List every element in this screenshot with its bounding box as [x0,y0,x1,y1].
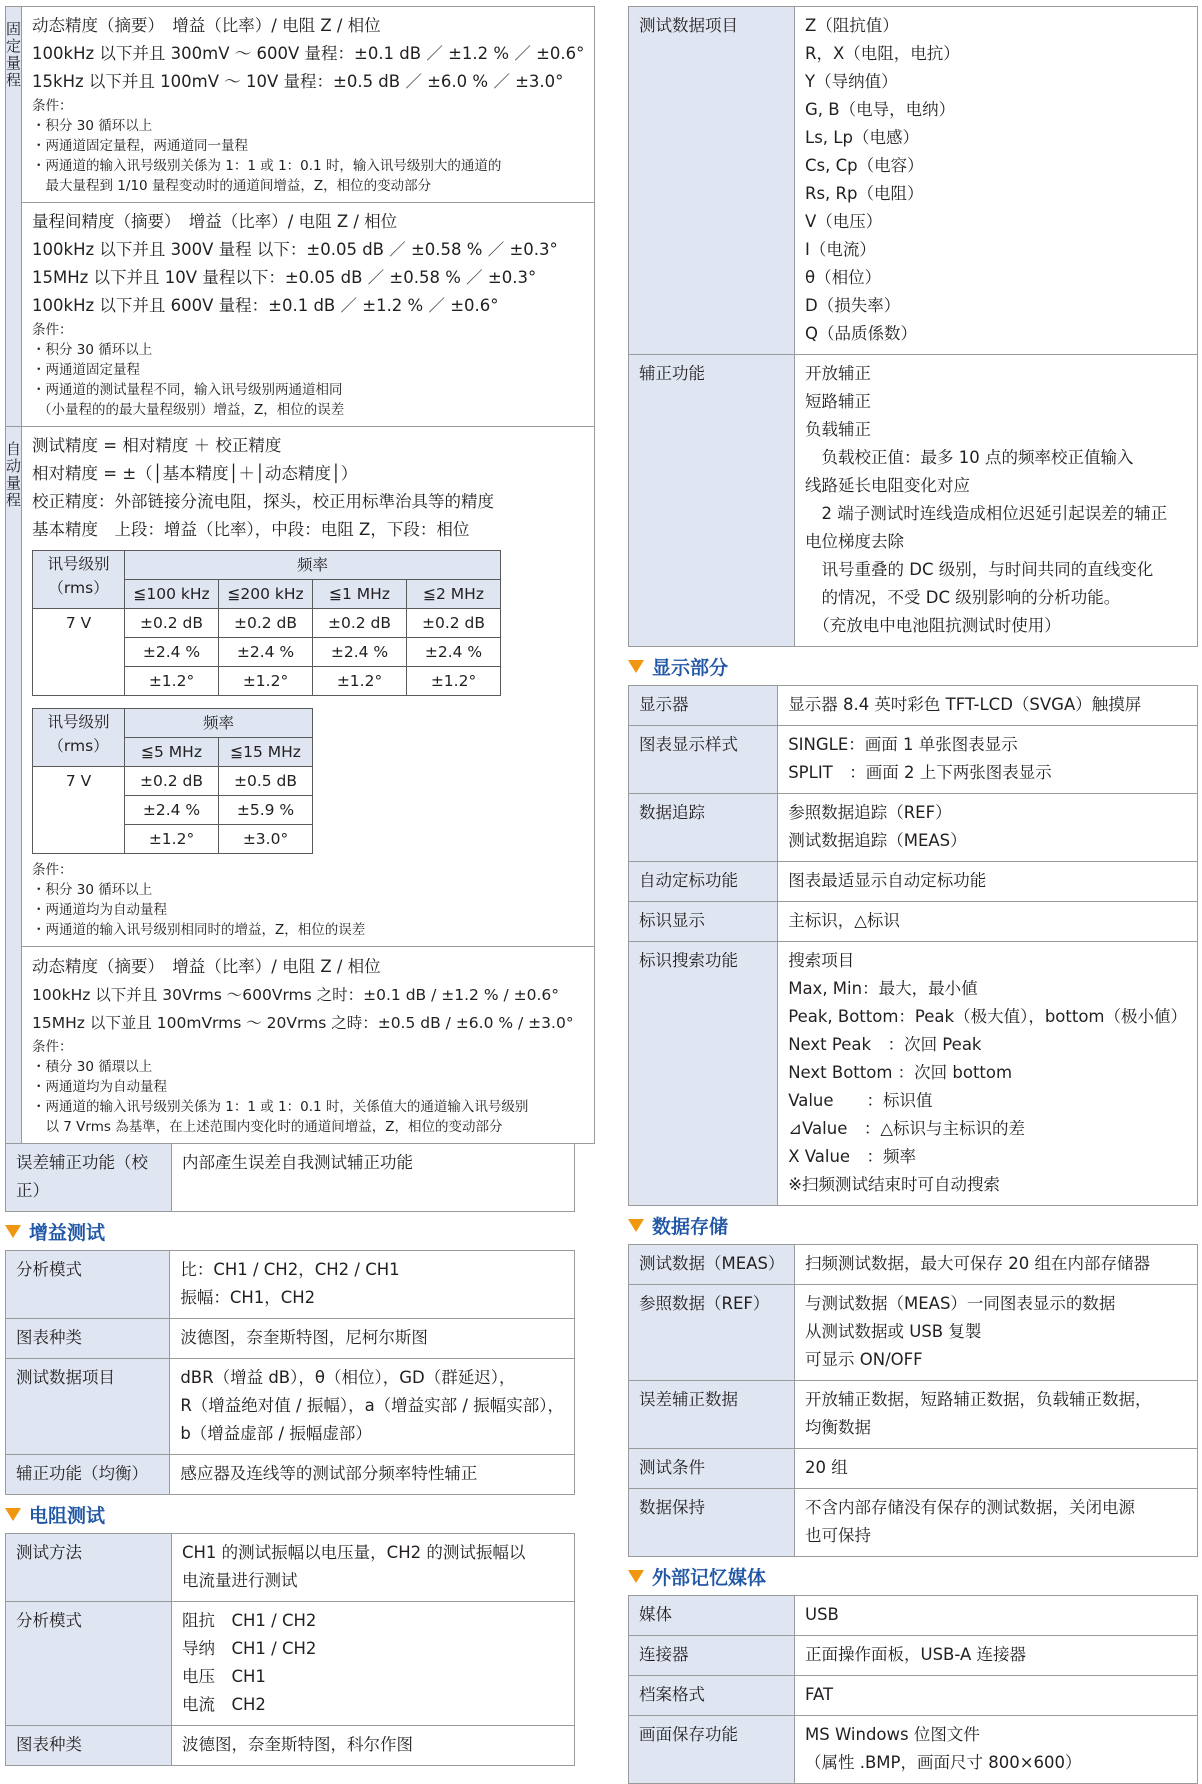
row-key: 画面保存功能 [629,1716,795,1784]
condition-line: ・两通道的输入讯号级别关係为 1：1 或 1：0.1 时，关係值大的通道输入讯号级别 [32,1099,529,1115]
row-value [778,686,1198,726]
value-line: 讯号重叠的 DC 级别，与时间共同的直线变化 [805,560,1154,579]
row-key: 档案格式 [629,1676,795,1716]
value-line: Z（阻抗值） [805,16,899,35]
fixed-range-char-2: 定 [6,37,22,55]
row-value [170,1359,575,1455]
condition-line: ・积分 30 循环以上 [32,342,153,358]
condition-line: 条件： [32,98,73,114]
error-correction-table [5,1143,575,1212]
value-cell: ±1.2° [125,825,219,854]
fixed-range-label [6,7,22,427]
value-cell: ±5.9 % [219,796,313,825]
row-value [778,902,1198,942]
value-line: 短路辅正 [805,392,871,411]
section-heading-storage [628,1212,1198,1242]
value-line: 比：CH1 / CH2，CH2 / CH1 [180,1260,400,1279]
value-cell: ±1.2° [125,667,219,696]
value-line: 与测试数据（MEAS）一同图表显示的数据 [805,1294,1116,1313]
value-line: 正面操作面板，USB-A 连接器 [805,1645,1026,1664]
value-cell: ±2.4 % [125,796,219,825]
value-line: 电流 CH2 [182,1695,266,1714]
value-cell: ±0.2 dB [125,767,219,796]
value-cell: ±0.2 dB [219,609,313,638]
value-line: 可显示 ON/OFF [805,1350,923,1369]
value-line: 均衡数据 [805,1418,871,1437]
section-heading-display [628,653,1198,683]
value-line: Ls, Lp（电感） [805,128,919,147]
value-line: 负载辅正 [805,420,871,439]
value-line: ※扫频测试结束时可自动搜索 [788,1175,1001,1194]
section-title: 增益测试 [29,1222,106,1244]
condition-line: ・两通道固定量程 [32,362,141,378]
freq-col: ≦100 kHz [125,580,219,609]
condition-line: 最大量程到 1/10 量程变动时的通道间增益，Z，相位的变动部分 [32,178,432,194]
row-value [795,1381,1198,1449]
section-heading-external-media [628,1563,1198,1593]
value-line: 开放辅正数据，短路辅正数据，负载辅正数据， [805,1390,1152,1409]
row-key: 连接器 [629,1636,795,1676]
row-key: 辅正功能（均衡） [6,1455,170,1495]
auto-range-char-1: 自 [6,440,22,458]
block-title: 动态精度（摘要） 增益（比率）/ 电阻 Z / 相位 [32,16,381,35]
freq-col: ≦5 MHz [125,738,219,767]
left-column [5,6,585,1766]
fixed-range-accuracy [22,203,595,427]
value-line: Rs, Rp（电阻） [805,184,924,203]
row-key: 测试数据项目 [629,7,795,355]
gain-table [5,1250,575,1495]
row-value [795,355,1198,647]
block-title: 量程间精度（摘要） 增益（比率）/ 电阻 Z / 相位 [32,212,398,231]
measurement-items-table [628,6,1198,647]
value-line: 负载校正值：最多 10 点的频率校正值输入 [805,448,1134,467]
block-title: 动态精度（摘要） 增益（比率）/ 电阻 Z / 相位 [32,957,381,976]
row-value [778,726,1198,794]
value-line: 波德图，奈奎斯特图，尼柯尔斯图 [180,1328,428,1347]
row-value [170,1455,575,1495]
section-heading-impedance [5,1501,575,1531]
row-key: 测试数据（MEAS） [629,1245,795,1285]
value-line: 阻抗 CH1 / CH2 [182,1611,317,1630]
condition-line: ・積分 30 循環以上 [32,1059,153,1075]
level-cell: 7 V [33,609,125,696]
freq-col: ≦200 kHz [219,580,313,609]
row-key: 测试数据项目 [6,1359,170,1455]
condition-line: ・两通道的测试量程不同，输入讯号级别两通道相同 [32,382,343,398]
value-cell: ±2.4 % [313,638,407,667]
row-key: 图表种类 [6,1319,170,1359]
accuracy-line: 15MHz 以下并且 10V 量程以下：±0.05 dB ／ ±0.58 % ／ ±0.3° [32,268,537,287]
accuracy-table [5,6,595,1144]
condition-line: ・两通道的输入讯号级别关係为 1：1 或 1：0.1 时，输入讯号级别大的通道的 [32,158,502,174]
row-key: 标识显示 [629,902,778,942]
row-value [778,942,1198,1206]
value-line: MS Windows 位图文件 [805,1725,980,1744]
value-cell: ±0.2 dB [313,609,407,638]
row-key: 自动定标功能 [629,862,778,902]
storage-table [628,1244,1198,1557]
accuracy-line: 100kHz 以下并且 30Vrms ～600Vrms 之时：±0.1 dB / ±1.2 % / ±0.6° [32,986,560,1004]
value-line: 波德图，奈奎斯特图，科尔作图 [182,1735,413,1754]
value-line: Next Peak ：次回 Peak [788,1035,982,1054]
condition-line: ・积分 30 循环以上 [32,118,153,134]
freq-col: ≦1 MHz [313,580,407,609]
value-line: FAT [805,1685,834,1704]
value-line: （充放电中电池阻抗测试时使用） [805,616,1061,635]
auto-range-accuracy [22,427,595,1144]
auto-range-char-3: 量 [6,474,22,492]
value-line: 不含内部存储没有保存的测试数据，关闭电源 [805,1498,1135,1517]
value-line: R，X（电阻，电抗） [805,44,960,63]
value-line: dBR（增益 dB），θ（相位），GD（群延迟）， [180,1368,516,1387]
value-line: b（增益虚部 / 振幅虚部） [180,1424,372,1443]
triangle-icon [628,1570,644,1583]
value-line: 显示器 8.4 英吋彩色 TFT-LCD（SVGA）触摸屏 [788,695,1142,714]
value-cell: ±0.5 dB [219,767,313,796]
row-value [795,1489,1198,1557]
value-line: 开放辅正 [805,364,871,383]
value-line: Y（导纳值） [805,72,898,91]
value-line: Peak, Bottom：Peak（极大值），bottom（极小値） [788,1007,1187,1026]
value-line: 电位梯度去除 [805,532,904,551]
row-value [795,1596,1198,1636]
condition-line: ・两通道均为自动量程 [32,1079,168,1095]
basic-accuracy-table-2 [32,708,313,854]
condition-line: ・积分 30 循环以上 [32,882,153,898]
value-line: 2 端子测试时连线造成相位迟延引起误差的辅正 [805,504,1168,523]
value-line: （属性 .BMP，画面尺寸 800×600） [805,1753,1082,1772]
value-line: 电流量进行测试 [182,1571,298,1590]
value-cell: ±0.2 dB [125,609,219,638]
auto-range-char-2: 动 [6,457,22,475]
value-line: D（损失率） [805,296,901,315]
value-cell: ±2.4 % [407,638,501,667]
row-value [795,1676,1198,1716]
row-value [778,794,1198,862]
fixed-range-char-3: 量 [6,54,22,72]
row-value [795,1636,1198,1676]
level-header [33,709,125,767]
condition-line: （小量程的的最大量程级别）增益，Z，相位的误差 [38,402,345,418]
row-key: 图表显示样式 [629,726,778,794]
value-cell: ±1.2° [407,667,501,696]
row-key: 标识搜索功能 [629,942,778,1206]
value-line: V（电压） [805,212,883,231]
triangle-icon [5,1225,21,1238]
level-cell: 7 V [33,767,125,854]
value-line: 振幅：CH1，CH2 [180,1288,316,1307]
value-line: Next Bottom ：次回 bottom [788,1063,1013,1082]
triangle-icon [628,1219,644,1232]
section-title: 电阻测试 [29,1505,106,1527]
section-title: 外部记忆媒体 [652,1567,767,1589]
display-table [628,685,1198,1206]
condition-line: ・两通道均为自动量程 [32,902,168,918]
row-key: 数据保持 [629,1489,795,1557]
row-value [795,7,1198,355]
intro-line: 相对精度 = ±（│基本精度│＋│动态精度│） [32,464,358,483]
row-value [795,1285,1198,1381]
value-line: 感应器及连线等的测试部分频率特性辅正 [180,1464,478,1483]
right-column [628,6,1198,1784]
freq-col: ≦15 MHz [219,738,313,767]
row-value [795,1245,1198,1285]
condition-line: 条件： [32,1039,73,1055]
row-key: 测试方法 [6,1534,172,1602]
value-line: 参照数据追踪（REF） [788,803,952,822]
value-cell: ±1.2° [219,667,313,696]
value-line: Max, Min：最大，最小値 [788,979,978,998]
section-title: 显示部分 [652,657,729,679]
row-value: 内部產生误差自我测试辅正功能 [172,1144,575,1212]
condition-line: ・两通道的输入讯号级别相同时的增益，Z，相位的误差 [32,922,366,938]
accuracy-line: 15kHz 以下并且 100mV ～ 10V 量程：±0.5 dB ／ ±6.0 % ／ ±3.0° [32,72,564,91]
auto-range-char-4: 程 [6,491,22,509]
value-cell: ±2.4 % [125,638,219,667]
impedance-table [5,1533,575,1766]
row-key: 媒体 [629,1596,795,1636]
intro-line: 基本精度 上段：增益（比率），中段：电阻 Z，下段：相位 [32,520,470,539]
value-line: Value ：标识值 [788,1091,933,1110]
row-key: 数据追踪 [629,794,778,862]
value-line: X Value ：频率 [788,1147,917,1166]
fixed-dynamic-accuracy [22,7,595,203]
value-line: 从测试数据或 USB 复製 [805,1322,982,1341]
accuracy-line: 100kHz 以下并且 300mV ～ 600V 量程：±0.1 dB ／ ±1.2 % ／ ±0.6° [32,44,585,63]
freq-header: 频率 [125,709,313,738]
level-header-text: 讯号级别 [47,713,110,731]
fixed-range-char-4: 程 [6,71,22,89]
freq-col: ≦2 MHz [407,580,501,609]
value-line: 主标识，△标识 [788,911,900,930]
row-key: 误差辅正数据 [629,1381,795,1449]
row-value [778,862,1198,902]
triangle-icon [5,1508,21,1521]
value-line: SPLIT ：画面 2 上下两张图表显示 [788,763,1052,782]
value-cell: ±1.2° [313,667,407,696]
value-line: USB [805,1605,839,1624]
row-key: 误差辅正功能（校正） [6,1144,172,1212]
row-key: 图表种类 [6,1726,172,1766]
row-value [172,1534,575,1602]
value-cell: ±2.4 % [219,638,313,667]
row-key: 辅正功能 [629,355,795,647]
intro-line: 校正精度：外部链接分流电阻，探头，校正用标準治具等的精度 [32,492,495,511]
row-key: 参照数据（REF） [629,1285,795,1381]
value-line: 线路延长电阻变化对应 [805,476,970,495]
value-line: ⊿Value ：△标识与主标识的差 [788,1119,1026,1138]
value-line: θ（相位） [805,268,882,287]
auto-dynamic-accuracy [22,946,594,1137]
level-header-unit: （rms） [48,737,109,755]
value-line: 扫频测试数据，最大可保存 20 组在内部存储器 [805,1254,1150,1273]
condition-line: 以 7 Vrms 為基準，在上述范围内变化时的通道间增益，Z，相位的变动部分 [32,1119,503,1135]
level-header-unit: （rms） [48,579,109,597]
value-cell: ±0.2 dB [407,609,501,638]
row-value [170,1251,575,1319]
accuracy-line: 15MHz 以下並且 100mVrms ～ 20Vrms 之時：±0.5 dB / ±6.0 % / ±3.0° [32,1014,574,1032]
value-line: R（增益绝对值 / 振幅），a（增益实部 / 振幅实部）， [180,1396,564,1415]
value-line: Q（品质係数） [805,324,917,343]
intro-line: 测试精度 = 相对精度 ＋ 校正精度 [32,436,282,455]
condition-line: 条件： [32,862,73,878]
row-value [795,1449,1198,1489]
row-key: 分析模式 [6,1251,170,1319]
value-line: 20 组 [805,1458,848,1477]
value-line: SINGLE：画面 1 单张图表显示 [788,735,1018,754]
auto-range-label [6,427,22,1144]
value-line: 也可保持 [805,1526,871,1545]
fixed-range-char-1: 固 [6,20,22,38]
row-value [172,1602,575,1726]
level-header-text: 讯号级别 [47,555,110,573]
freq-header: 频率 [125,551,501,580]
section-heading-gain [5,1218,575,1248]
value-line: 测试数据追踪（MEAS） [788,831,967,850]
value-cell: ±3.0° [219,825,313,854]
condition-line: ・两通道固定量程，两通道同一量程 [32,138,249,154]
section-title: 数据存储 [652,1216,729,1238]
row-value [170,1319,575,1359]
condition-line: 条件： [32,322,73,338]
value-line: I（电流） [805,240,876,259]
value-line: 的情况，不受 DC 级别影响的分析功能。 [805,588,1121,607]
value-line: 导纳 CH1 / CH2 [182,1639,317,1658]
row-key: 显示器 [629,686,778,726]
basic-accuracy-table-1 [32,550,501,696]
value-line: 图表最适显示自动定标功能 [788,871,987,890]
external-media-table [628,1595,1198,1784]
value-line: CH1 的测试振幅以电压量，CH2 的测试振幅以 [182,1543,526,1562]
row-key: 测试条件 [629,1449,795,1489]
value-line: G, B（电导，电纳） [805,100,956,119]
accuracy-line: 100kHz 以下并且 300V 量程 以下：±0.05 dB ／ ±0.58 % ／ ±0.3° [32,240,558,259]
row-value [172,1726,575,1766]
level-header [33,551,125,609]
row-key: 分析模式 [6,1602,172,1726]
value-line: 搜索项目 [788,951,855,970]
row-value [795,1716,1198,1784]
triangle-icon [628,660,644,673]
value-line: 电压 CH1 [182,1667,266,1686]
accuracy-line: 100kHz 以下并且 600V 量程：±0.1 dB ／ ±1.2 % ／ ±0.6° [32,296,499,315]
value-line: Cs, Cp（电容） [805,156,924,175]
